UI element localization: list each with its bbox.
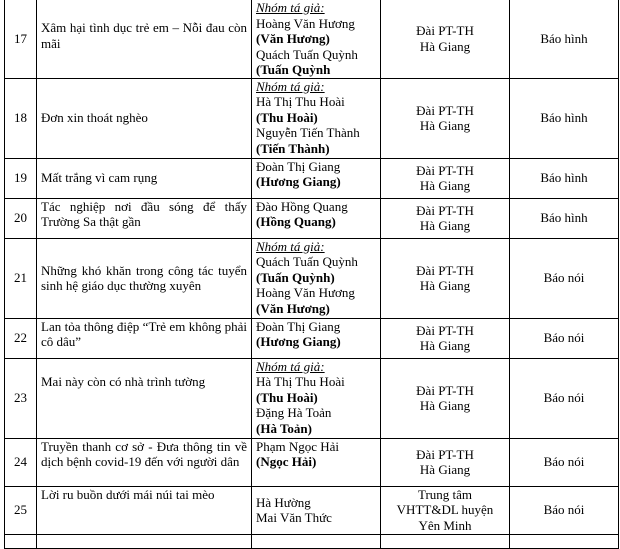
authors-cell [252, 78, 381, 158]
agency-cell [381, 358, 510, 438]
author-name: Quách Tuấn Quỳnh [256, 254, 358, 269]
media-type: Báo hình [510, 0, 619, 78]
agency-cell [381, 438, 510, 486]
agency-cell [381, 534, 510, 548]
table-row [5, 534, 619, 548]
work-title: Những khó khăn trong công tác tuyển sinh hệ giáo dục thường xuyên [37, 238, 252, 318]
author-pen-name: (Hương Giang) [256, 174, 341, 189]
author-name: Phạm Ngọc Hải [256, 438, 340, 454]
agency-line: Đài PT-TH [416, 23, 474, 39]
table-row [5, 486, 619, 534]
media-type [510, 534, 619, 548]
author-pen-name: (Hồng Quang) [256, 214, 336, 229]
agency-line: Hà Giang [419, 218, 471, 233]
author-pen-name: (Tuấn Quỳnh [256, 62, 331, 77]
agency-cell [381, 318, 510, 358]
row-number: 21 [5, 238, 37, 318]
table-row [5, 158, 619, 198]
table-row [5, 438, 619, 486]
agency-line: Hà Giang [419, 398, 471, 413]
author-pen-name: (Thu Hoài) [256, 389, 318, 405]
author-name: Đào Hồng Quang [256, 198, 348, 214]
work-title: Lời ru buồn dưới mái núi tai mèo [37, 486, 252, 534]
work-title: Lan tỏa thông điệp “Trẻ em không phải cô dâu” [37, 318, 252, 358]
authors-cell [252, 0, 381, 78]
work-title [37, 534, 252, 548]
authors-cell [252, 198, 381, 238]
media-type: Báo nói [510, 486, 619, 534]
agency-cell [381, 0, 510, 78]
authors-cell [252, 238, 381, 318]
row-number: 17 [5, 0, 37, 78]
work-title: Mai này còn có nhà trình tường [37, 358, 252, 438]
table-row [5, 78, 619, 158]
author-name: Đoàn Thị Giang [256, 158, 341, 174]
author-name: Đặng Hà Toản [256, 405, 332, 420]
row-number [5, 534, 37, 548]
author-pen-name: (Văn Hương) [256, 31, 330, 46]
author-group-label: Nhóm tá giả: [256, 358, 325, 374]
author-pen-name: (Ngọc Hải) [256, 454, 317, 469]
media-type: Báo nói [510, 318, 619, 358]
author-name: Hà Thị Thu Hoài [256, 94, 345, 109]
author-name: Mai Văn Thức [256, 510, 332, 525]
author-pen-name: (Hương Giang) [256, 334, 341, 349]
agency-line: Hà Giang [419, 278, 471, 293]
author-name: Hoàng Văn Hương [256, 285, 355, 300]
author-pen-name: (Thu Hoài) [256, 109, 318, 125]
row-number: 24 [5, 438, 37, 486]
awards-table [4, 0, 619, 549]
author-name: Hà Hường [256, 494, 311, 510]
authors-cell [252, 358, 381, 438]
media-type: Báo hình [510, 78, 619, 158]
agency-line: Hà Giang [419, 338, 471, 353]
author-name: Hà Thị Thu Hoài [256, 374, 345, 389]
row-number: 25 [5, 486, 37, 534]
agency-line: Đài PT-TH [416, 162, 474, 178]
row-number: 20 [5, 198, 37, 238]
agency-line: Hà Giang [419, 462, 471, 477]
work-title: Truyền thanh cơ sở - Đưa thông tin về dịch bệnh covid-19 đến với người dân [37, 438, 252, 486]
agency-line: Đài PT-TH [416, 446, 474, 462]
media-type: Báo nói [510, 438, 619, 486]
agency-line: Hà Giang [419, 178, 471, 193]
row-number: 19 [5, 158, 37, 198]
table-row [5, 198, 619, 238]
work-title: Mất trắng vì cam rụng [37, 158, 252, 198]
media-type: Báo nói [510, 358, 619, 438]
agency-cell [381, 238, 510, 318]
row-number: 18 [5, 78, 37, 158]
agency-line: Đài PT-TH [416, 102, 474, 118]
agency-cell [381, 78, 510, 158]
author-name: Hoàng Văn Hương [256, 15, 355, 31]
author-group-label: Nhóm tá giả: [256, 78, 325, 94]
agency-line: Yên Minh [418, 517, 472, 533]
work-title: Xâm hại tình dục trẻ em – Nỗi đau còn mãi [37, 0, 252, 78]
table-row [5, 358, 619, 438]
authors-cell [252, 486, 381, 534]
authors-cell [252, 318, 381, 358]
authors-cell [252, 534, 381, 548]
agency-line: Đài PT-TH [416, 202, 474, 218]
work-title: Đơn xin thoát nghèo [37, 78, 252, 158]
agency-cell [381, 198, 510, 238]
author-group-label: Nhóm tá giả: [256, 238, 325, 254]
author-name: Nguyễn Tiến Thành [256, 125, 360, 140]
agency-cell [381, 158, 510, 198]
author-name: Đoàn Thị Giang [256, 318, 341, 334]
table-row [5, 318, 619, 358]
agency-line: Đài PT-TH [416, 382, 474, 398]
agency-line: Đài PT-TH [416, 322, 474, 338]
agency-line: Hà Giang [419, 38, 471, 54]
table-row [5, 238, 619, 318]
author-pen-name: (Hà Toản) [256, 420, 312, 436]
author-pen-name: (Văn Hương) [256, 300, 330, 316]
author-group-label: Nhóm tá giả: [256, 0, 325, 15]
authors-cell [252, 438, 381, 486]
author-pen-name: (Tiến Thành) [256, 140, 330, 156]
authors-cell [252, 158, 381, 198]
author-name: Quách Tuấn Quỳnh [256, 46, 358, 62]
author-pen-name: (Tuấn Quỳnh) [256, 269, 335, 285]
media-type: Báo hình [510, 158, 619, 198]
work-title: Tác nghiệp nơi đầu sóng để thấy Trường Sa thật gần [37, 198, 252, 238]
table-row [5, 0, 619, 78]
media-type: Báo nói [510, 238, 619, 318]
agency-line: Hà Giang [419, 118, 471, 133]
agency-line: VHTT&DL huyện [396, 502, 494, 518]
media-type: Báo hình [510, 198, 619, 238]
agency-cell [381, 486, 510, 534]
row-number: 23 [5, 358, 37, 438]
agency-line: Đài PT-TH [416, 262, 474, 278]
agency-line: Trung tâm [417, 486, 473, 502]
row-number: 22 [5, 318, 37, 358]
